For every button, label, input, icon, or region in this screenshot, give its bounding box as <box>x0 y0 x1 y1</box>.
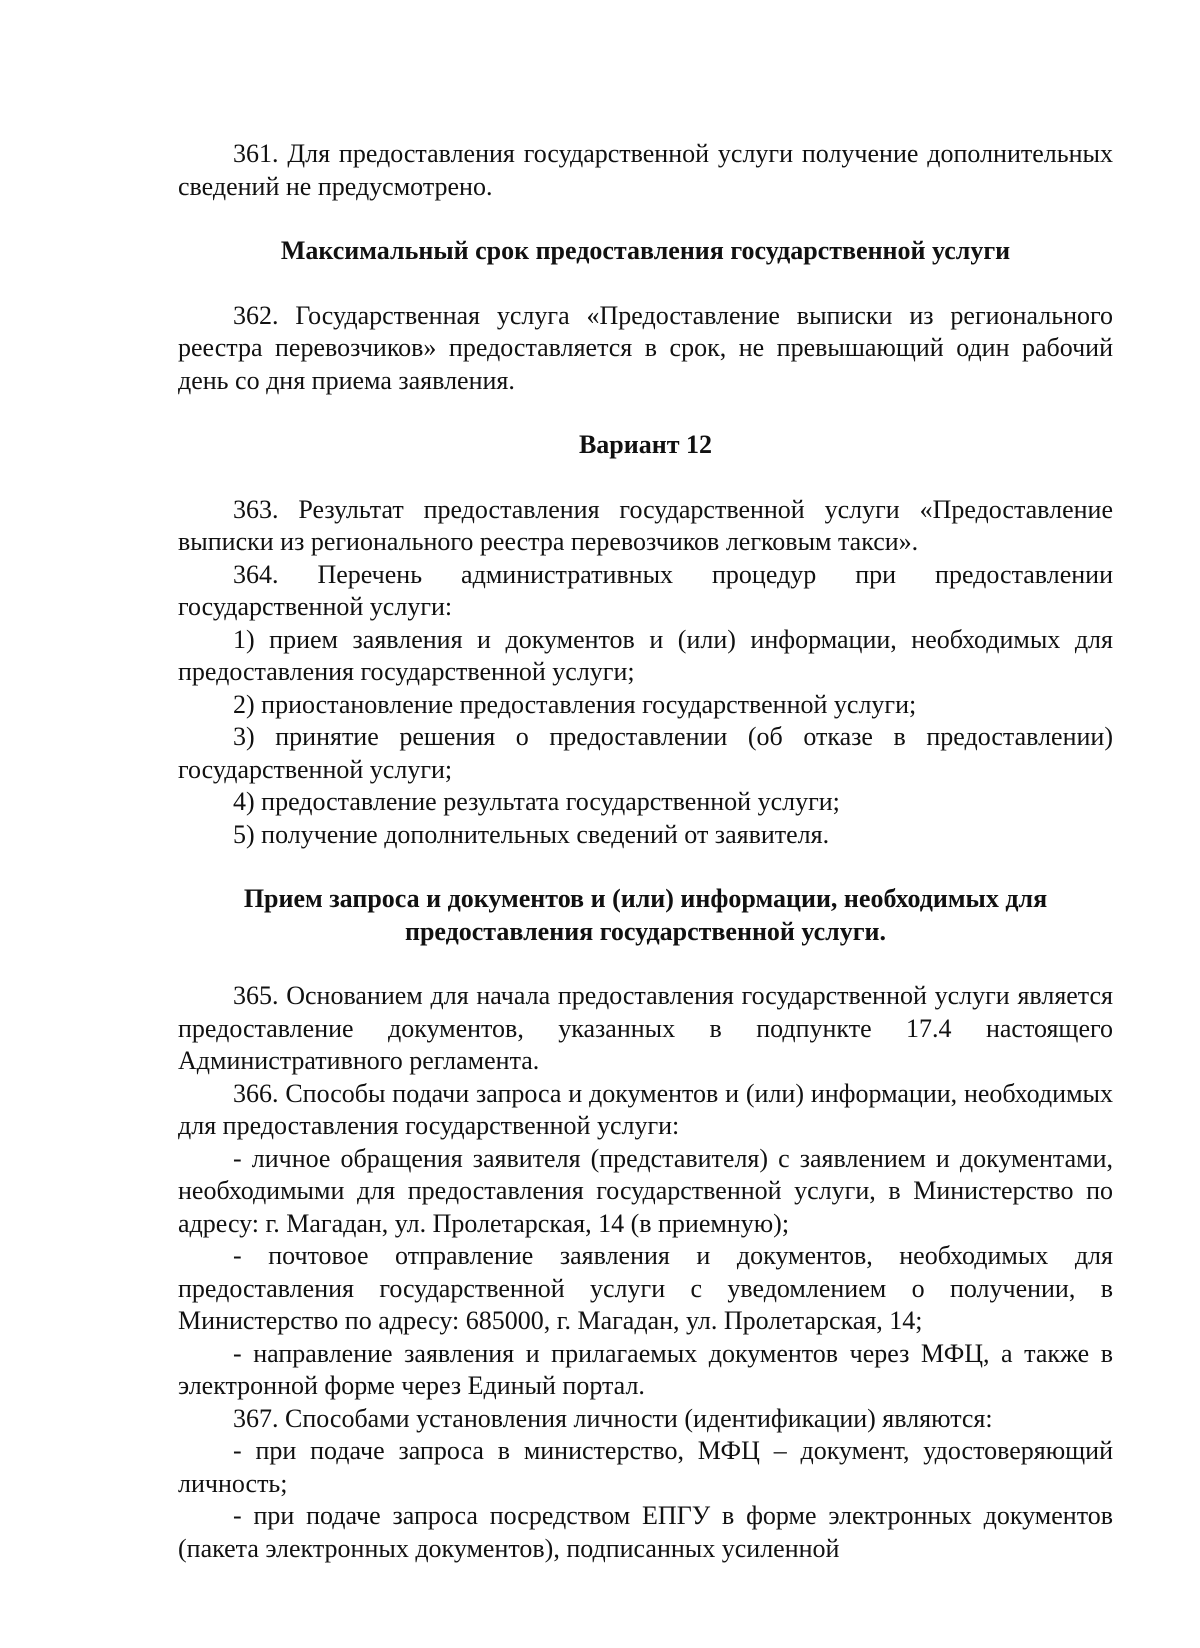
list-item-366-2: - почтовое отправление заявления и документов, необходимых для предоставления государственной услуги с уведомлением о получении, в Министерство по адресу: 685000, г. Магадан, ул. Пролетарская, 14; <box>178 1241 1113 1335</box>
heading-variant: Вариант 12 <box>578 430 713 459</box>
document-page <box>178 138 1113 1565</box>
list-item-364-1: 1) прием заявления и документов и (или) информации, необходимых для предоставления государственной услуги; <box>178 624 1113 686</box>
list-item-364-2: 2) приостановление предоставления государственной услуги; <box>233 689 917 719</box>
paragraph-361: 361. Для предоставления государственной услуги получение дополнительных сведений не предусмотрено. <box>178 139 1113 201</box>
list-item-366-1: - личное обращения заявителя (представителя) с заявлением и документами, необходимыми для предоставления государственной услуги, в Министерство по адресу: г. Магадан, ул. Пролетарская, 14 (в приемную); <box>178 1143 1113 1238</box>
list-item-364-5: 5) получение дополнительных сведений от заявителя. <box>233 819 830 849</box>
paragraph-363: 363. Результат предоставления государственной услуги «Предоставление выписки из регионального реестра перевозчиков легковым такси». <box>178 494 1113 556</box>
paragraph-364: 364. Перечень административных процедур при предоставлении государственной услуги: <box>178 559 1113 621</box>
list-item-364-4: 4) предоставление результата государственной услуги; <box>233 787 840 816</box>
heading-max-term: Максимальный срок предоставления государственной услуги <box>280 236 1011 265</box>
paragraph-367: 367. Способами установления личности (идентификации) являются: <box>233 1403 993 1433</box>
paragraph-362: 362. Государственная услуга «Предоставление выписки из регионального реестра перевозчиков» предоставляется в срок, не превышающий один рабочий день со дня приема заявления. <box>178 300 1113 395</box>
paragraph-365: 365. Основанием для начала предоставления государственной услуги является предоставление документов, указанных в подпункте 17.4 настоящего Административного регламента. <box>178 981 1113 1075</box>
heading-reception: Прием запроса и документов и (или) информации, необходимых для предоставления государственной услуги. <box>243 884 1048 946</box>
list-item-367-1: - при подаче запроса в министерство, МФЦ – документ, удостоверяющий личность; <box>178 1436 1113 1498</box>
list-item-366-3: - направление заявления и прилагаемых документов через МФЦ, а также в электронной форме через Единый портал. <box>178 1338 1113 1400</box>
list-item-364-3: 3) принятие решения о предоставлении (об отказе в предоставлении) государственной услуги; <box>178 722 1113 784</box>
paragraph-366: 366. Способы подачи запроса и документов и (или) информации, необходимых для предоставления государственной услуги: <box>178 1078 1113 1140</box>
list-item-367-2: - при подаче запроса посредством ЕПГУ в форме электронных документов (пакета электронных документов), подписанных усиленной <box>178 1501 1113 1563</box>
